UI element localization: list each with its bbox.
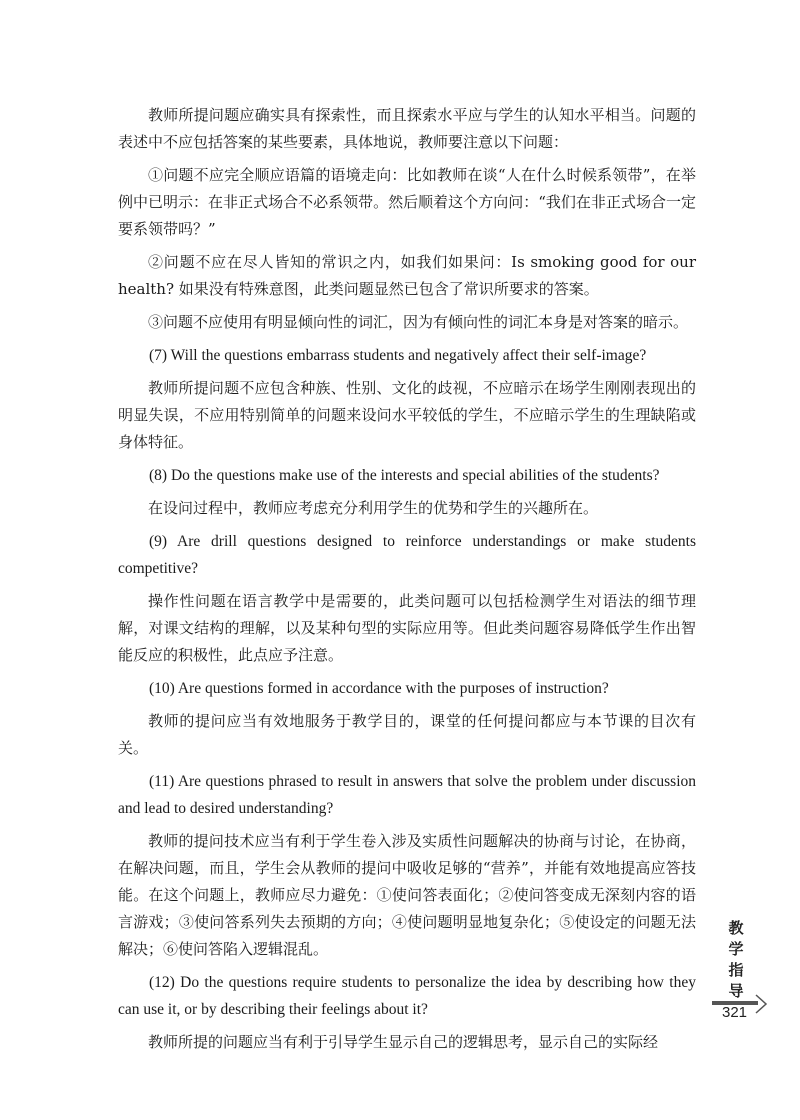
question-heading: (8) Do the questions make use of the interests and special abilities of the students? [149,467,660,484]
paragraph: 在设问过程中，教师应考虑充分利用学生的优势和学生的兴趣所在。 [148,499,599,517]
paragraph: 操作性问题在语言教学中是需要的，此类问题可以包括检测学生对语法的细节理解，对课文结构的理解，以及某种句型的实际应用等。但此类问题容易降低学生作出智能反应的积极性，此点应予注意。 [118,592,696,664]
paragraph: 教师所提的问题应当有利于引导学生显示自己的逻辑思考，显示自己的实际经 [148,1033,659,1051]
page-body [118,102,696,1062]
paragraph: ③问题不应使用有明显倾向性的词汇，因为有倾向性的词汇本身是对答案的暗示。 [148,313,689,331]
side-label-char: 导 [728,982,744,1000]
question-heading: (10) Are questions formed in accordance with the purposes of instruction? [149,680,609,697]
paragraph: 教师所提问题应确实具有探索性，而且探索水平应与学生的认知水平相当。问题的表述中不应包括答案的某些要素，具体地说，教师要注意以下问题： [118,106,696,151]
side-label-char: 指 [728,961,744,979]
question-heading: (11) Are questions phrased to result in answers that solve the problem under discussion and lead to desired understanding? [118,773,696,817]
side-label-char: 教 [728,919,744,937]
paragraph: ②问题不应在尽人皆知的常识之内，如我们如果问：Is smoking good for our health? 如果没有特殊意图，此类问题显然已包含了常识所要求的答案。 [118,253,696,298]
section-side-label [722,918,750,1002]
paragraph: ①问题不应完全顺应语篇的语境走向：比如教师在谈“人在什么时候系领带”，在举例中已明示：在非正式场合不必系领带。然后顺着这个方向问：“我们在非正式场合一定要系领带吗？” [118,166,696,238]
paragraph: 教师的提问应当有效地服务于教学目的，课堂的任何提问都应与本节课的目次有关。 [118,712,696,757]
question-heading: (9) Are drill questions designed to reinforce understandings or make students competitive? [118,533,696,577]
page-number: 321 [722,1004,748,1021]
paragraph: 教师所提问题不应包含种族、性别、文化的歧视，不应暗示在场学生刚刚表现出的明显失误，不应用特别简单的问题来设问水平较低的学生，不应暗示学生的生理缺陷或身体特征。 [118,379,696,451]
question-heading: (12) Do the questions require students to personalize the idea by describing how they can use it, or by describing their feelings about it? [118,974,696,1018]
paragraph: 教师的提问技术应当有利于学生卷入涉及实质性问题解决的协商与讨论，在协商，在解决问题，而且，学生会从教师的提问中吸收足够的“营养”，并能有效地提高应答技能。在这个问题上，教师应尽力避免：①使问答表面化；②使问答变成无深刻内容的语言游戏；③使问答系列失去预期的方向；④使问题明显地复杂化；⑤使设定的问题无法解决；⑥使问答陷入逻辑混乱。 [118,832,696,958]
question-heading: (7) Will the questions embarrass students and negatively affect their self-image? [149,347,647,364]
side-label-char: 学 [728,940,744,958]
